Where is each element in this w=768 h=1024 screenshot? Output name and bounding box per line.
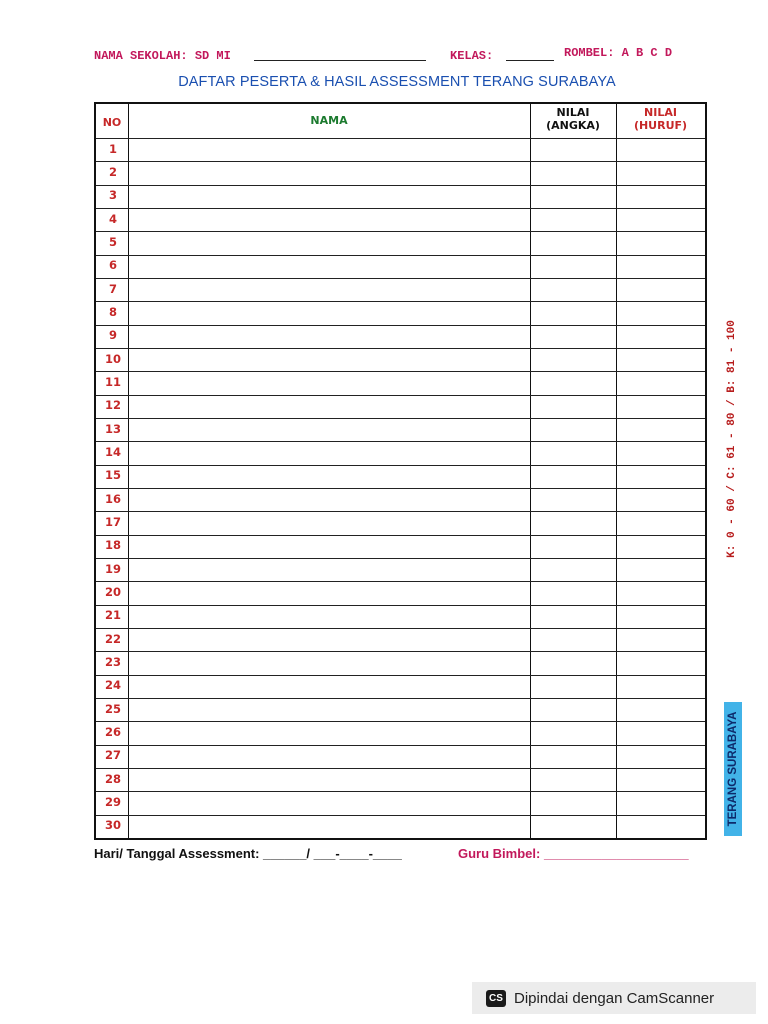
header-nama: NAMA [310, 114, 348, 127]
row-divider [96, 511, 705, 512]
header-nilai-huruf-line1: NILAI [644, 106, 677, 119]
school-label: NAMA SEKOLAH: SD MI [94, 49, 231, 63]
header-nilai-angka-line2: (ANGKA) [546, 119, 600, 132]
row-number: 7 [108, 281, 117, 296]
row-divider [96, 161, 705, 162]
row-number: 24 [104, 678, 121, 693]
header-nilai-huruf [616, 106, 705, 132]
row-number: 12 [104, 398, 121, 413]
kelas-label: KELAS: [450, 49, 494, 63]
header-nilai-huruf-line2: (HURUF) [633, 119, 688, 132]
row-divider [96, 371, 705, 372]
header-divider [96, 138, 705, 139]
row-divider [96, 628, 705, 629]
row-number: 10 [104, 351, 121, 366]
row-divider [96, 815, 705, 816]
row-number: 21 [104, 608, 121, 623]
camscanner-logo-icon: CS [486, 990, 506, 1007]
row-divider [96, 651, 705, 652]
row-divider [96, 301, 705, 302]
row-divider [96, 441, 705, 442]
grade-scale-text: K: 0 - 60 / C: 61 - 80 / B: 81 - 100 [726, 320, 738, 558]
row-divider [96, 348, 705, 349]
row-number: 28 [104, 771, 121, 786]
header-line [94, 46, 694, 66]
row-number: 3 [108, 188, 117, 203]
row-divider [96, 208, 705, 209]
row-number: 19 [104, 561, 121, 576]
row-divider [96, 255, 705, 256]
row-divider [96, 791, 705, 792]
row-number: 15 [104, 468, 121, 483]
header-nilai-angka [530, 106, 616, 132]
row-number: 1 [108, 141, 117, 156]
column-divider-angka [616, 104, 617, 838]
row-number: 30 [104, 818, 121, 833]
row-number: 14 [104, 445, 121, 459]
row-divider [96, 768, 705, 769]
rombel-label: ROMBEL: A B C D [564, 46, 673, 60]
row-divider [96, 278, 705, 279]
row-number: 2 [108, 165, 117, 179]
row-divider [96, 698, 705, 699]
row-divider [96, 745, 705, 746]
school-name-blank [254, 60, 426, 61]
row-number: 29 [104, 795, 121, 809]
row-divider [96, 488, 705, 489]
row-divider [96, 535, 705, 536]
header-nilai-angka-line1: NILAI [556, 106, 590, 119]
row-number: 26 [104, 725, 121, 739]
row-number: 9 [108, 328, 117, 343]
row-number: 17 [104, 515, 121, 529]
row-number: 16 [104, 491, 121, 506]
row-divider [96, 721, 705, 722]
row-divider [96, 581, 705, 582]
row-divider [96, 325, 705, 326]
column-divider-nama [530, 104, 531, 838]
row-divider [96, 675, 705, 676]
terang-surabaya-badge [724, 702, 742, 836]
row-divider [96, 185, 705, 186]
row-number: 4 [108, 211, 117, 226]
assessment-date-field: Hari/ Tanggal Assessment: ______/ ___-____-____ [94, 846, 402, 861]
header-no: NO [102, 116, 122, 129]
page-title: DAFTAR PESERTA & HASIL ASSESSMENT TERANG SURABAYA [178, 74, 616, 90]
row-number: 25 [104, 701, 121, 716]
row-divider [96, 418, 705, 419]
row-number: 11 [104, 375, 121, 389]
guru-bimbel-field: Guru Bimbel: ____________________ [458, 846, 689, 861]
row-number: 27 [104, 748, 121, 763]
row-number: 20 [104, 585, 121, 599]
participant-table [94, 102, 707, 840]
row-number: 23 [104, 655, 121, 669]
grade-scale-note [723, 318, 741, 560]
row-number: 18 [104, 538, 121, 553]
row-number: 5 [108, 235, 117, 249]
row-divider [96, 231, 705, 232]
row-divider [96, 558, 705, 559]
row-divider [96, 605, 705, 606]
watermark-text: Dipindai dengan CamScanner [514, 989, 715, 1007]
camscanner-watermark [472, 982, 756, 1014]
row-number: 13 [104, 421, 121, 436]
row-number: 8 [108, 305, 117, 319]
row-number: 6 [108, 258, 117, 273]
badge-text: TERANG SURABAYA [727, 711, 739, 827]
kelas-blank [506, 60, 554, 61]
row-divider [96, 465, 705, 466]
row-number: 22 [104, 631, 121, 646]
row-divider [96, 395, 705, 396]
